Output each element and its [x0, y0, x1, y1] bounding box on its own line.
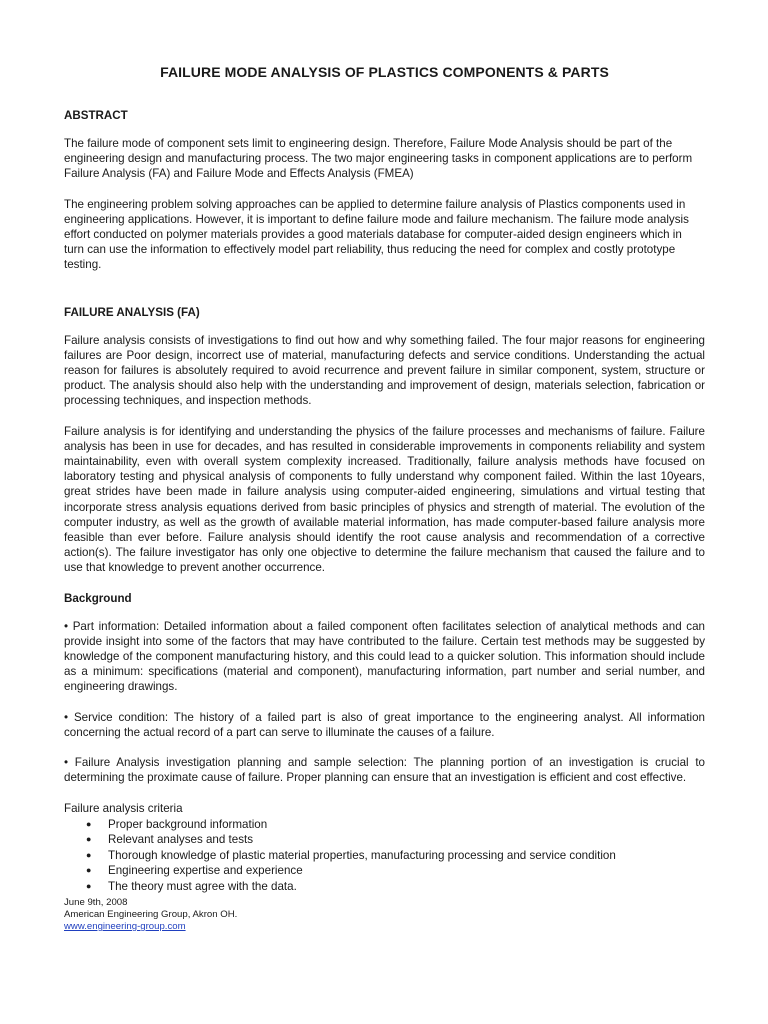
background-service-condition: • Service condition: The history of a failed part is also of great importance to the engineering analyst. All information concerning the actual record of a part can serve to illuminate the causes of a failure. — [64, 710, 705, 739]
fa-paragraph-1: Failure analysis consists of investigations to find out how and why something failed. The four major reasons for engineering failures are Poor design, incorrect use of material, manufacturing defects and service conditions. Understanding the actual reason for failures is absolutely required to avoid recurrence and prevent failure in similar component, system, structure or product. The analysis should also help with the understanding and improvement of design, materials selection, fabrication or processing techniques, and inspection methods. — [64, 333, 705, 408]
list-item: ● Thorough knowledge of plastic material properties, manufacturing processing and service condition — [86, 848, 616, 862]
page-footer — [64, 897, 237, 933]
background-heading: Background — [64, 591, 132, 605]
document-title: FAILURE MODE ANALYSIS OF PLASTICS COMPONENTS & PARTS — [160, 64, 609, 80]
list-item: ● The theory must agree with the data. — [86, 880, 297, 894]
list-item: ● Relevant analyses and tests — [86, 833, 254, 847]
bullet-icon: ● — [86, 834, 92, 845]
footer-organization: American Engineering Group, Akron OH. — [64, 909, 238, 920]
fa-heading: FAILURE ANALYSIS (FA) — [64, 305, 200, 319]
abstract-paragraph-1: The failure mode of component sets limit to engineering design. Therefore, Failure Mode Analysis should be part of the engineering design and manufacturing process. The two major engineering tasks in component applications are to perform Failure Analysis (FA) and Failure Mode and Effects Analysis (FMEA) — [64, 137, 693, 181]
bullet-icon: ● — [86, 865, 92, 876]
footer-website-link[interactable]: www.engineering-group.com — [64, 921, 186, 932]
abstract-paragraph-2: The engineering problem solving approaches can be applied to determine failure analysis of Plastics components used in engineering applications. However, it is important to define failure mode and failure mechanism. The failure mode analysis effort conducted on polymer materials provides a good materials database for computer-aided design engineers which in turn can use the information to effectively model part reliability, thus reducing the need for complex and costly prototype testing. — [64, 197, 689, 272]
list-item: ● Proper background information — [86, 817, 268, 831]
bullet-icon: ● — [86, 881, 92, 892]
abstract-heading: ABSTRACT — [64, 109, 128, 122]
list-item: ● Engineering expertise and experience — [86, 864, 303, 878]
background-part-info: • Part information: Detailed information about a failed component often facilitates selection of analytical methods and can provide insight into some of the factors that may have contributed to the failure. Certain test methods may be suggested by knowledge of the component manufacturing history, and this could lead to a quicker solution. This information should include as a minimum: specifications (material and component), manufacturing information, part number and serial number, and engineering drawings. — [64, 619, 705, 694]
criteria-label: Failure analysis criteria — [64, 801, 183, 815]
document-page — [64, 64, 705, 895]
bullet-icon: ● — [86, 818, 92, 829]
footer-date: June 9th, 2008 — [64, 897, 128, 908]
criteria-list — [64, 817, 705, 895]
background-planning: • Failure Analysis investigation planning and sample selection: The planning portion of an investigation is crucial to determining the proximate cause of failure. Proper planning can ensure that an investigation is efficient and cost effective. — [64, 756, 705, 785]
bullet-icon: ● — [86, 849, 92, 860]
fa-paragraph-2: Failure analysis is for identifying and understanding the physics of the failure processes and mechanisms of failure. Failure analysis has been in use for decades, and has resulted in considerable improvements in components reliability and system maintainability, even with overall system complexity increased. Traditionally, failure analysis methods have focused on laboratory testing and physical analysis of components to fully understand why component failed. Within the last 10years, great strides have been made in failure analysis using computer-aided engineering, simulations and virtual testing that incorporate stress analysis equations derived from basic principles of physics and strength of material. The evolution of the computer industry, as well as the growth of available material information, has made computer-based failure analysis more feasible than ever before. Failure analysis should identify the root cause analysis and recommendation of a corrective action(s). The failure investigator has only one objective to determine the failure mechanism that caused the failure and to use that knowledge to prevent another occurrence. — [64, 424, 705, 575]
